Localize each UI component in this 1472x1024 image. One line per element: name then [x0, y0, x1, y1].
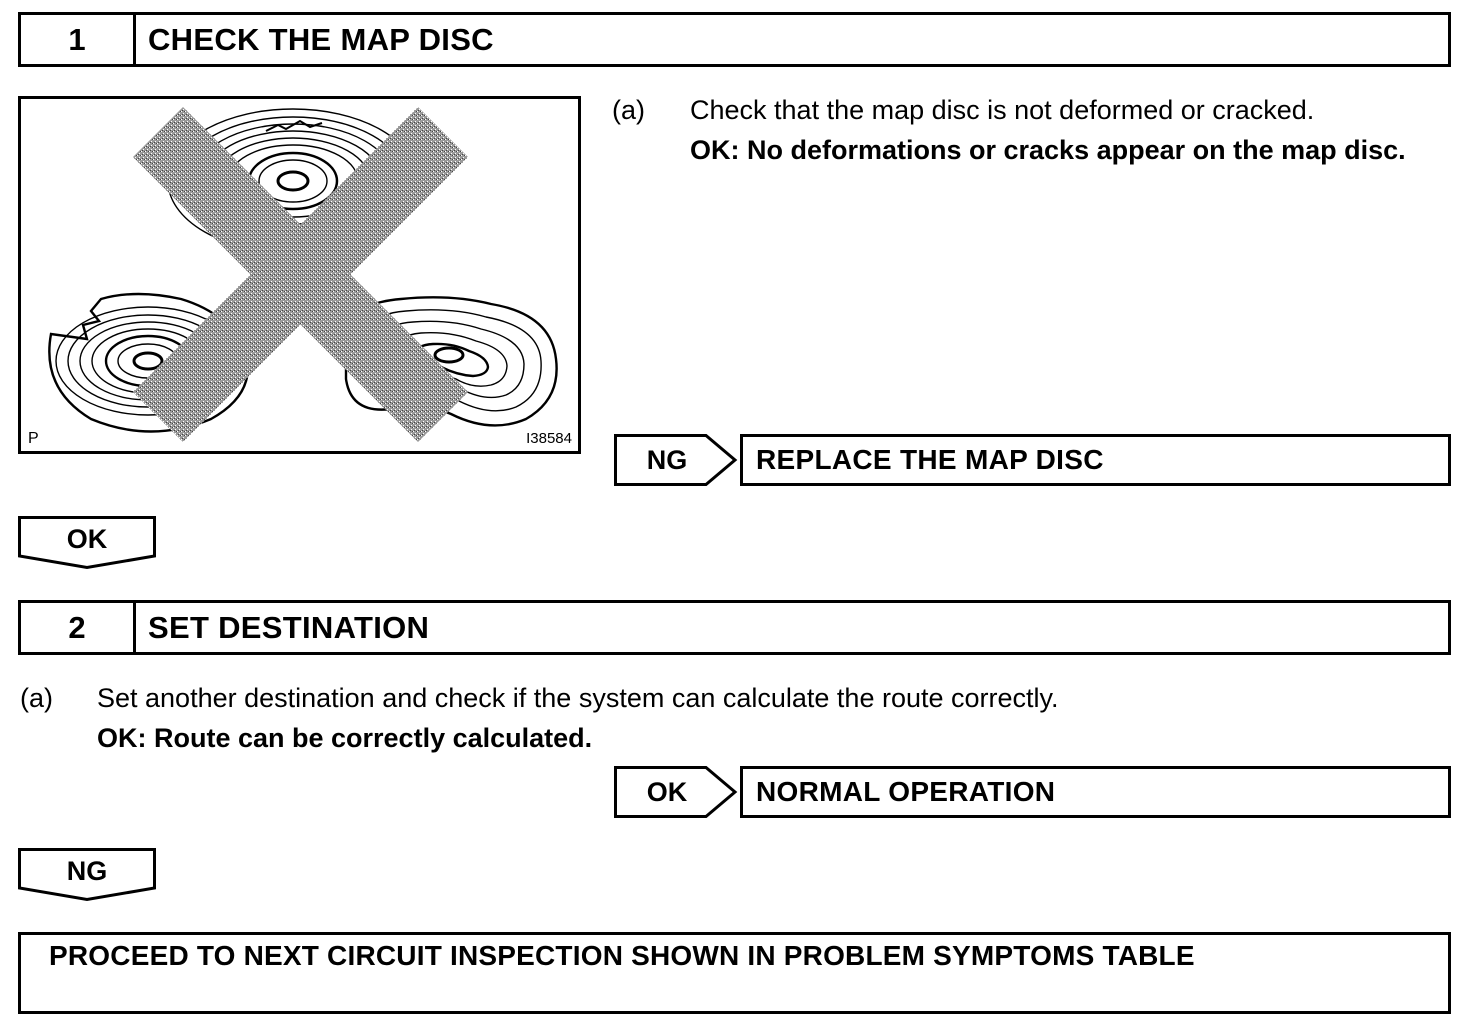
step-2-ng-label: NG [66, 855, 108, 886]
step-1-ok-criteria: OK: No deformations or cracks appear on the map disc. [690, 135, 1406, 165]
step-2-header [18, 600, 1451, 655]
step-2-ok-criteria: OK: Route can be correctly calculated. [97, 723, 593, 753]
step-1-ng-result [740, 434, 1451, 486]
step-1-ng-label: NG [646, 444, 688, 475]
final-action-box [18, 932, 1451, 1014]
step-2-ok-result-text: NORMAL OPERATION [756, 776, 1056, 807]
step-2-marker: (a) [20, 683, 53, 713]
step-1-header [18, 12, 1451, 67]
step-2-ok-result [740, 766, 1451, 818]
step-1-number: 1 [21, 15, 136, 64]
step-1-ok-tag [18, 516, 156, 570]
map-disc-illustration [18, 96, 581, 454]
step-1-title: CHECK THE MAP DISC [148, 21, 494, 57]
step-2-ng-tag [18, 848, 156, 902]
step-2-instruction: Set another destination and check if the system can calculate the route correctly. [97, 683, 1059, 713]
figure-id: I38584 [526, 430, 572, 447]
step-2-title: SET DESTINATION [148, 609, 430, 645]
step-2-ok-tag [614, 766, 738, 818]
step-1-ng-result-text: REPLACE THE MAP DISC [756, 444, 1104, 475]
step-1-marker: (a) [612, 95, 645, 125]
step-1-ok-label: OK [66, 523, 108, 554]
step-2-ok-label: OK [646, 776, 688, 807]
step-1-instruction: Check that the map disc is not deformed or cracked. [690, 95, 1315, 125]
final-action-text: PROCEED TO NEXT CIRCUIT INSPECTION SHOWN IN PROBLEM SYMPTOMS TABLE [49, 940, 1195, 971]
step-1-ng-tag [614, 434, 738, 486]
figure-corner-label: P [28, 430, 39, 447]
step-2-number: 2 [21, 603, 136, 652]
damaged-disc-drawing [21, 99, 578, 451]
